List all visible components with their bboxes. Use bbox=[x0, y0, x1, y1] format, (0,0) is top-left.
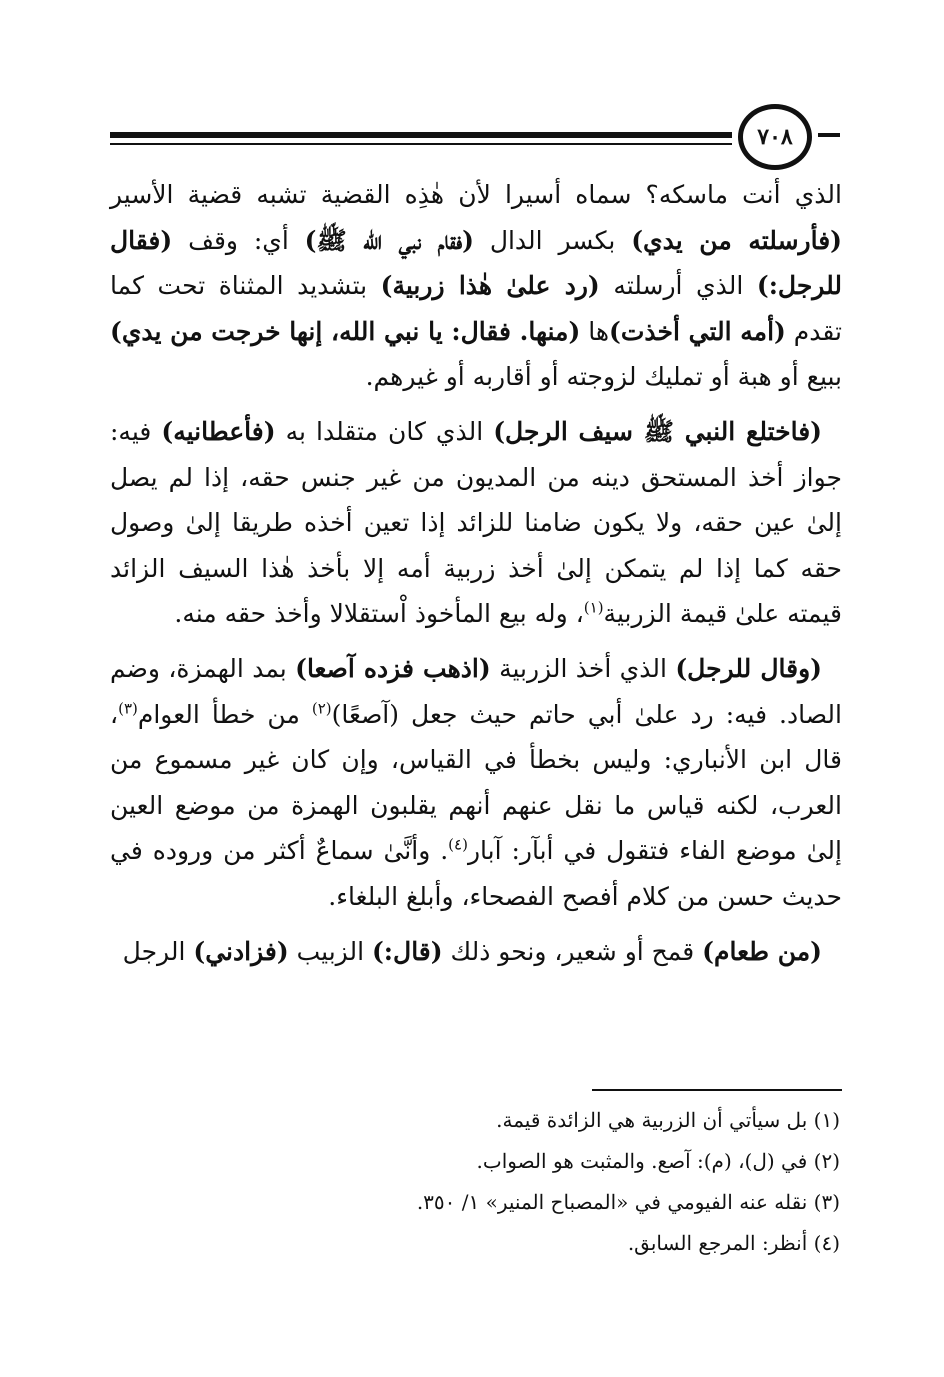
footnote-item: (١) بل سيأتي أن الزربية هي الزائدة قيمة. bbox=[496, 1108, 840, 1132]
commentary-text: ببيع أو هبة أو تمليك لزوجته أو أقاربه أو غيرهم. bbox=[365, 362, 842, 392]
hadith-quote: (وقال للرجل) bbox=[675, 653, 822, 683]
main-text bbox=[110, 172, 842, 974]
hadith-quote: (منها. فقال: يا نبي الله، إنها خرجت من يدي) bbox=[110, 316, 581, 346]
hadith-quote: (فأعطانيه) bbox=[161, 416, 276, 446]
page-number: ٧٠٨ bbox=[738, 104, 812, 170]
commentary-text: الذي أخذ الزربية bbox=[490, 653, 676, 683]
footnote-item: (٢) في (ل)، (م): آصع. والمثبت هو الصواب. bbox=[476, 1149, 840, 1173]
header-rule-right bbox=[818, 133, 840, 137]
commentary-text: بمد الهمزة، وضم الصاد. فيه: رد علىٰ أبي حاتم حيث جعل (آصعًا) bbox=[110, 653, 842, 729]
header-rule-thick bbox=[110, 132, 732, 138]
commentary-text: الذي كان متقلدا به bbox=[275, 416, 494, 446]
footnote-ref: (١) bbox=[583, 599, 604, 618]
commentary-text: قمح أو شعير، ونحو ذلك bbox=[442, 936, 703, 966]
page-header bbox=[110, 100, 850, 170]
commentary-text: الرجل bbox=[122, 936, 194, 966]
footnote-ref: (٣) bbox=[118, 699, 138, 718]
commentary-text: من خطأ العوام bbox=[137, 699, 312, 729]
commentary-text: ها bbox=[580, 316, 610, 346]
commentary-text: ، وله بيع المأخوذ اْستقلالا وأخذ حقه منه. bbox=[174, 599, 584, 629]
footnote-item: (٣) نقله عنه الفيومي في «المصباح المنير» ١/ ٣٥٠. bbox=[416, 1190, 840, 1214]
hadith-quote: (فأرسلته من يدي) bbox=[631, 225, 842, 255]
commentary-text: . وأنَّىٰ سماعٌ أكثر من وروده في حديث حسن من كلام أفصح الفصحاء، وأبلغ البلغاء. bbox=[110, 836, 842, 911]
footnote-item: (٤) أنظر: المرجع السابق. bbox=[627, 1231, 840, 1255]
commentary-text: فيه: جواز أخذ المستحق دينه من المديون من غير جنس حقه، إذا لم يصل إلىٰ عين حقه، ولا يكون ضامنا للزائد إذا تعين أخذه طريقا إلىٰ وصول حقه كما إذا لم يتمكن إلىٰ أخذ زربية أمه إلا بأخذ هٰذا السيف الزائد قيمته علىٰ قيمة الزربية bbox=[110, 416, 842, 629]
header-rule-thin bbox=[110, 143, 732, 145]
commentary-text: بتشديد المثناة تحت كما تقدم bbox=[110, 271, 842, 346]
hadith-quote: (من طعام) bbox=[702, 936, 822, 966]
hadith-quote: (رد علىٰ هٰذا زربية) bbox=[380, 271, 600, 301]
footnote-ref: (٢) bbox=[311, 699, 332, 718]
paragraph bbox=[110, 646, 842, 920]
footnote-ref: (٤) bbox=[448, 835, 468, 854]
hadith-quote: (اذهب فزده آصعا) bbox=[295, 653, 491, 683]
commentary-text: الذي أنت ماسكه؟ سماه أسيرا لأن هٰذِه القضية تشبه قضية الأسير bbox=[110, 180, 842, 209]
footnotes bbox=[300, 1100, 840, 1264]
paragraph bbox=[110, 929, 842, 975]
hadith-quote: (فقام نبي الله ﷺ) bbox=[304, 225, 474, 255]
hadith-quote: (فاختلع النبي ﷺ سيف الرجل) bbox=[493, 416, 822, 446]
hadith-quote: (فزادني) bbox=[193, 936, 289, 966]
hadith-quote: (فقال للرجل:) bbox=[110, 225, 842, 301]
commentary-text: الذي أرسلته bbox=[599, 271, 757, 301]
hadith-quote: (أمه التي أخذت) bbox=[609, 316, 786, 346]
hadith-quote: (قال:) bbox=[371, 936, 443, 966]
commentary-text: ، قال ابن الأنباري: وليس بخطأ في القياس، وإن كان غير مسموع من العرب، لكنه قياس ما نقل عنهم أنهم يقلبون الهمزة من موضع العين إلىٰ موضع الفاء فتقول في أبآر: آبار bbox=[110, 699, 842, 866]
commentary-text: بكسر الدال bbox=[473, 225, 632, 255]
paragraph bbox=[110, 172, 842, 400]
commentary-text: الزبيب bbox=[288, 936, 372, 966]
commentary-text: أي: وقف bbox=[172, 225, 305, 255]
paragraph bbox=[110, 409, 842, 637]
footnote-separator bbox=[592, 1089, 842, 1091]
